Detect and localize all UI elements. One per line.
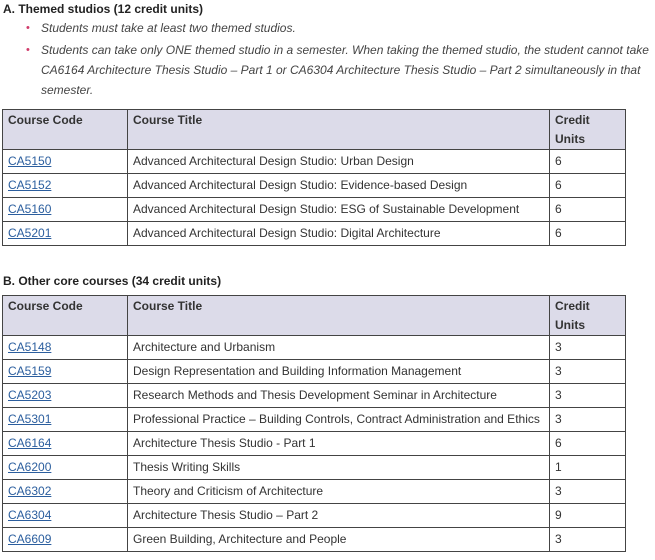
units-cell: 3 xyxy=(550,480,626,504)
column-header-title: Course Title xyxy=(128,110,550,150)
course-code-link[interactable]: CA6304 xyxy=(8,508,52,522)
units-cell: 6 xyxy=(550,222,626,246)
course-code-link[interactable]: CA5148 xyxy=(8,340,52,354)
note-item xyxy=(0,40,655,100)
code-cell xyxy=(3,384,128,408)
table-row xyxy=(3,198,626,222)
code-cell xyxy=(3,432,128,456)
title-cell: Advanced Architectural Design Studio: Urban Design xyxy=(128,150,550,174)
title-cell: Advanced Architectural Design Studio: Digital Architecture xyxy=(128,222,550,246)
title-cell: Professional Practice – Building Controls, Contract Administration and Ethics xyxy=(128,408,550,432)
code-cell xyxy=(3,174,128,198)
units-cell: 6 xyxy=(550,432,626,456)
units-cell: 3 xyxy=(550,384,626,408)
title-cell: Design Representation and Building Information Management xyxy=(128,360,550,384)
table-row xyxy=(3,456,626,480)
course-code-link[interactable]: CA5301 xyxy=(8,412,52,426)
units-cell: 3 xyxy=(550,408,626,432)
course-code-link[interactable]: CA6302 xyxy=(8,484,52,498)
code-cell xyxy=(3,150,128,174)
units-cell: 3 xyxy=(550,336,626,360)
core-courses-table xyxy=(2,295,626,552)
title-cell: Advanced Architectural Design Studio: ESG of Sustainable Development xyxy=(128,198,550,222)
title-cell: Research Methods and Thesis Development Seminar in Architecture xyxy=(128,384,550,408)
code-cell xyxy=(3,504,128,528)
column-header-units: Credit Units xyxy=(550,296,626,336)
table-row xyxy=(3,174,626,198)
course-code-link[interactable]: CA5160 xyxy=(8,202,52,216)
section-b-heading: B. Other core courses (34 credit units) xyxy=(3,274,222,288)
course-code-link[interactable]: CA5201 xyxy=(8,226,52,240)
title-cell: Green Building, Architecture and People xyxy=(128,528,550,552)
course-code-link[interactable]: CA6164 xyxy=(8,436,52,450)
units-cell: 9 xyxy=(550,504,626,528)
table-row xyxy=(3,432,626,456)
bullet-icon: • xyxy=(26,44,30,56)
course-code-link[interactable]: CA5150 xyxy=(8,154,52,168)
title-cell: Theory and Criticism of Architecture xyxy=(128,480,550,504)
bullet-icon: • xyxy=(26,22,30,34)
units-cell: 6 xyxy=(550,174,626,198)
column-header-units: Credit Units xyxy=(550,110,626,150)
course-code-link[interactable]: CA5152 xyxy=(8,178,52,192)
course-code-link[interactable]: CA6200 xyxy=(8,460,52,474)
course-code-link[interactable]: CA5203 xyxy=(8,388,52,402)
table-row xyxy=(3,336,626,360)
table-row xyxy=(3,528,626,552)
note-text: Students can take only ONE themed studio in a semester. When taking the themed studio, the student cannot take CA6164 Architecture Thesis Studio – Part 1 or CA6304 Architecture Thesis Studio – Part 2 simultaneously in that semester. xyxy=(41,43,649,97)
table-row xyxy=(3,408,626,432)
note-item xyxy=(0,18,655,38)
table-row xyxy=(3,222,626,246)
code-cell xyxy=(3,336,128,360)
code-cell xyxy=(3,528,128,552)
title-cell: Architecture and Urbanism xyxy=(128,336,550,360)
section-a-notes xyxy=(0,18,655,102)
table-row xyxy=(3,384,626,408)
column-header-code: Course Code xyxy=(3,110,128,150)
table-row xyxy=(3,504,626,528)
title-cell: Thesis Writing Skills xyxy=(128,456,550,480)
table-row xyxy=(3,150,626,174)
code-cell xyxy=(3,408,128,432)
units-cell: 6 xyxy=(550,198,626,222)
units-cell: 3 xyxy=(550,528,626,552)
course-code-link[interactable]: CA5159 xyxy=(8,364,52,378)
section-a-heading: A. Themed studios (12 credit units) xyxy=(3,2,204,16)
table-header-row xyxy=(3,296,626,336)
code-cell xyxy=(3,360,128,384)
title-cell: Advanced Architectural Design Studio: Evidence-based Design xyxy=(128,174,550,198)
units-cell: 3 xyxy=(550,360,626,384)
code-cell xyxy=(3,198,128,222)
title-cell: Architecture Thesis Studio - Part 1 xyxy=(128,432,550,456)
units-cell: 1 xyxy=(550,456,626,480)
table-row xyxy=(3,360,626,384)
code-cell xyxy=(3,456,128,480)
note-text: Students must take at least two themed studios. xyxy=(41,21,296,35)
table-row xyxy=(3,480,626,504)
units-cell: 6 xyxy=(550,150,626,174)
code-cell xyxy=(3,480,128,504)
code-cell xyxy=(3,222,128,246)
title-cell: Architecture Thesis Studio – Part 2 xyxy=(128,504,550,528)
column-header-code: Course Code xyxy=(3,296,128,336)
table-header-row xyxy=(3,110,626,150)
course-code-link[interactable]: CA6609 xyxy=(8,532,52,546)
themed-studios-table xyxy=(2,109,626,246)
column-header-title: Course Title xyxy=(128,296,550,336)
